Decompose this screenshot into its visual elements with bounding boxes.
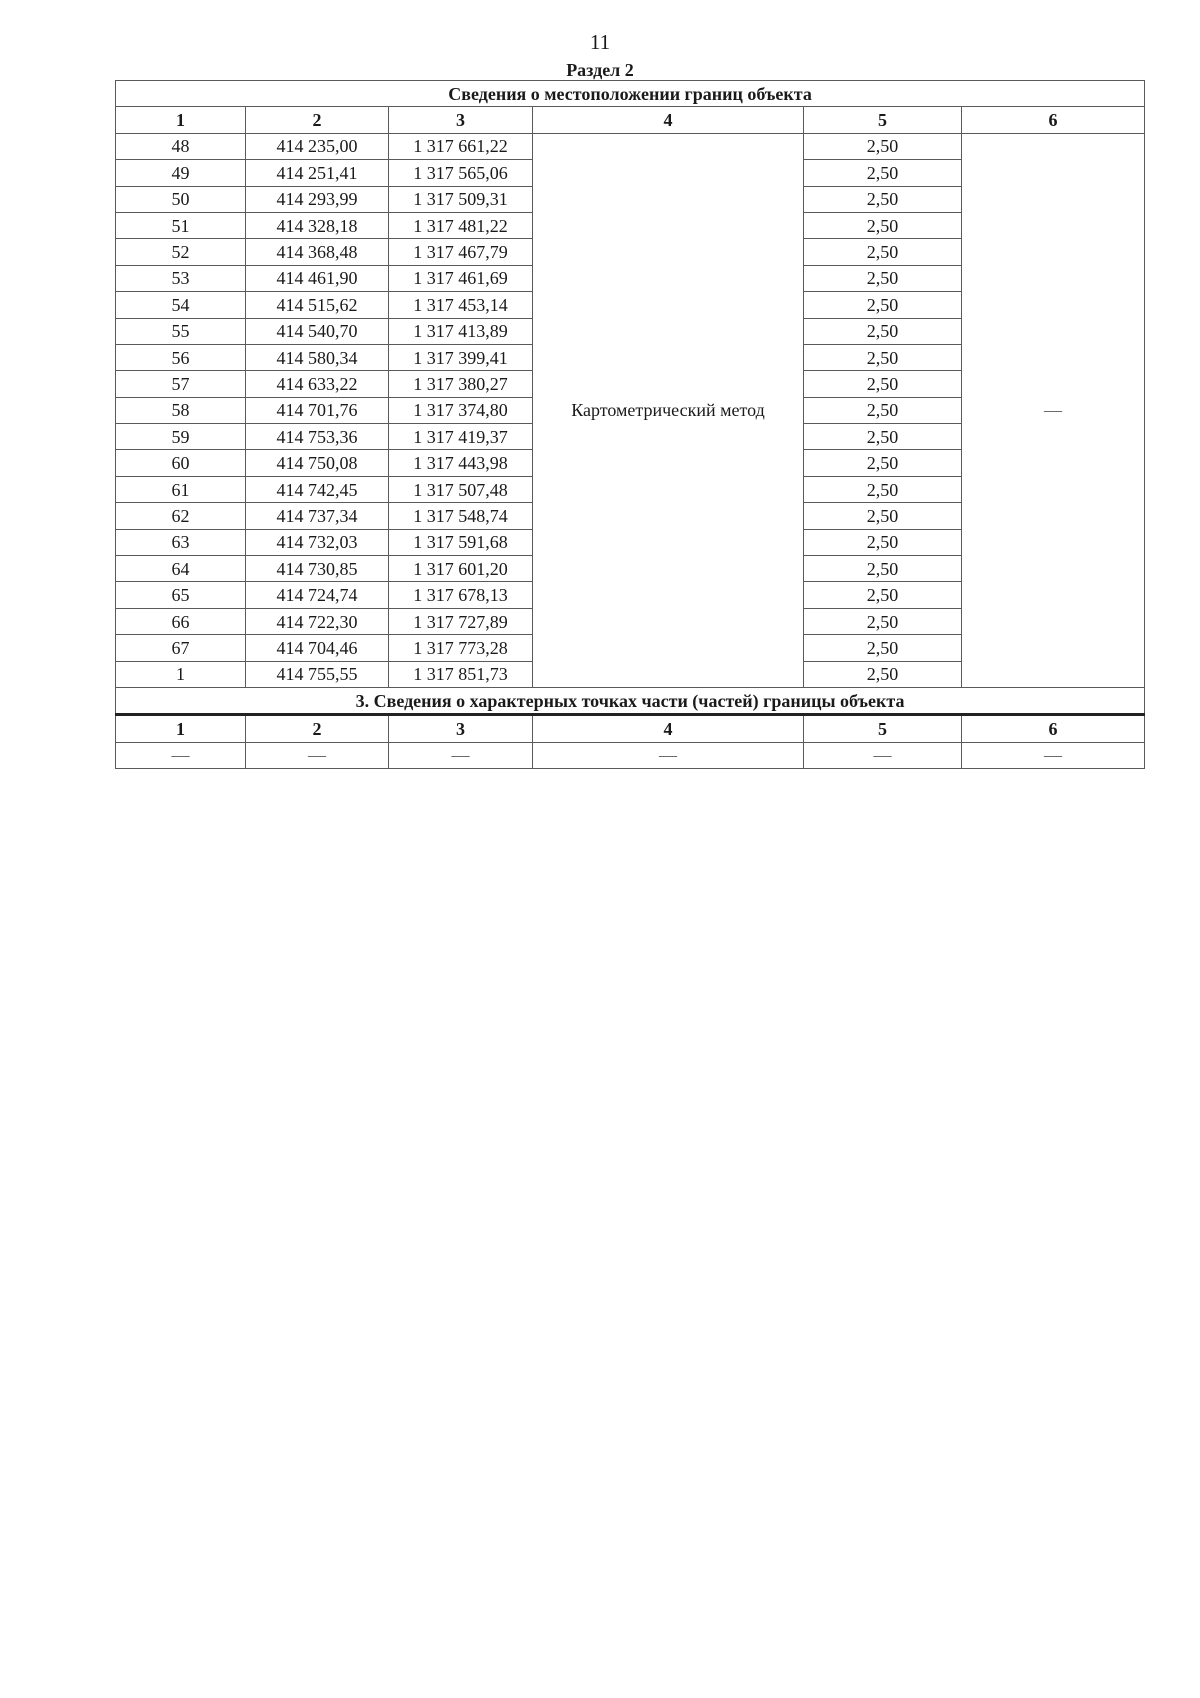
coord-y-cell: 1 317 601,20 (389, 556, 533, 582)
boundaries-title: Сведения о местоположении границ объекта (116, 81, 1145, 107)
coord-x-cell: 414 750,08 (246, 450, 389, 476)
point-number-cell: 65 (116, 582, 246, 608)
coord-x-cell: 414 755,55 (246, 661, 389, 687)
accuracy-cell: 2,50 (804, 397, 962, 423)
page-number: 11 (589, 30, 611, 54)
part-points-title: 3. Сведения о характерных точках части (частей) границы объекта (116, 687, 1145, 714)
coord-x-cell: 414 461,90 (246, 265, 389, 291)
table-cell: — (962, 742, 1145, 768)
section-label: Раздел 2 (566, 60, 634, 80)
coord-x-cell: 414 737,34 (246, 503, 389, 529)
method-cell: Картометрический метод (533, 133, 804, 687)
accuracy-cell: 2,50 (804, 371, 962, 397)
table-cell: — (116, 742, 246, 768)
point-number-cell: 55 (116, 318, 246, 344)
point-number-cell: 53 (116, 265, 246, 291)
table-cell: — (389, 742, 533, 768)
coord-y-cell: 1 317 374,80 (389, 397, 533, 423)
coord-x-cell: 414 293,99 (246, 186, 389, 212)
coord-x-cell: 414 701,76 (246, 397, 389, 423)
accuracy-cell: 2,50 (804, 292, 962, 318)
table-cell: — (246, 742, 389, 768)
part-points-title-row (116, 687, 1145, 714)
point-number-cell: 67 (116, 635, 246, 661)
boundaries-header-row (116, 107, 1145, 133)
accuracy-cell: 2,50 (804, 212, 962, 238)
column-header: 3 (389, 107, 533, 133)
point-number-cell: 1 (116, 661, 246, 687)
point-number-cell: 49 (116, 160, 246, 186)
coord-x-cell: 414 753,36 (246, 424, 389, 450)
coord-y-cell: 1 317 461,69 (389, 265, 533, 291)
table-row (116, 133, 1145, 159)
point-number-cell: 59 (116, 424, 246, 450)
accuracy-cell: 2,50 (804, 529, 962, 555)
point-number-cell: 61 (116, 476, 246, 502)
point-number-cell: 51 (116, 212, 246, 238)
accuracy-cell: 2,50 (804, 608, 962, 634)
point-number-cell: 56 (116, 344, 246, 370)
point-number-cell: 50 (116, 186, 246, 212)
coord-y-cell: 1 317 661,22 (389, 133, 533, 159)
coord-x-cell: 414 368,48 (246, 239, 389, 265)
coord-y-cell: 1 317 443,98 (389, 450, 533, 476)
coord-x-cell: 414 328,18 (246, 212, 389, 238)
coord-x-cell: 414 540,70 (246, 318, 389, 344)
column-header: 2 (246, 715, 389, 742)
column-header: 4 (533, 107, 804, 133)
coord-y-cell: 1 317 591,68 (389, 529, 533, 555)
accuracy-cell: 2,50 (804, 450, 962, 476)
accuracy-cell: 2,50 (804, 582, 962, 608)
coord-x-cell: 414 235,00 (246, 133, 389, 159)
table-cell: — (533, 742, 804, 768)
coord-x-cell: 414 732,03 (246, 529, 389, 555)
column-header: 5 (804, 715, 962, 742)
coord-y-cell: 1 317 453,14 (389, 292, 533, 318)
boundary-table (115, 80, 1145, 769)
column-header: 4 (533, 715, 804, 742)
coord-x-cell: 414 580,34 (246, 344, 389, 370)
accuracy-cell: 2,50 (804, 160, 962, 186)
accuracy-cell: 2,50 (804, 556, 962, 582)
boundaries-title-row (116, 81, 1145, 107)
accuracy-cell: 2,50 (804, 476, 962, 502)
column-header: 3 (389, 715, 533, 742)
coord-y-cell: 1 317 399,41 (389, 344, 533, 370)
part-points-row (116, 742, 1145, 768)
point-number-cell: 54 (116, 292, 246, 318)
coord-y-cell: 1 317 419,37 (389, 424, 533, 450)
coord-y-cell: 1 317 565,06 (389, 160, 533, 186)
coord-y-cell: 1 317 509,31 (389, 186, 533, 212)
coord-y-cell: 1 317 467,79 (389, 239, 533, 265)
accuracy-cell: 2,50 (804, 661, 962, 687)
accuracy-cell: 2,50 (804, 133, 962, 159)
coord-y-cell: 1 317 727,89 (389, 608, 533, 634)
coord-y-cell: 1 317 678,13 (389, 582, 533, 608)
accuracy-cell: 2,50 (804, 635, 962, 661)
accuracy-cell: 2,50 (804, 318, 962, 344)
coord-x-cell: 414 722,30 (246, 608, 389, 634)
column-header: 1 (116, 715, 246, 742)
column-header: 1 (116, 107, 246, 133)
coord-x-cell: 414 704,46 (246, 635, 389, 661)
column-header: 5 (804, 107, 962, 133)
coord-y-cell: 1 317 507,48 (389, 476, 533, 502)
point-number-cell: 62 (116, 503, 246, 529)
coord-x-cell: 414 515,62 (246, 292, 389, 318)
point-number-cell: 58 (116, 397, 246, 423)
point-number-cell: 64 (116, 556, 246, 582)
point-number-cell: 63 (116, 529, 246, 555)
coord-y-cell: 1 317 773,28 (389, 635, 533, 661)
point-number-cell: 52 (116, 239, 246, 265)
coord-y-cell: 1 317 548,74 (389, 503, 533, 529)
accuracy-cell: 2,50 (804, 344, 962, 370)
accuracy-cell: 2,50 (804, 503, 962, 529)
coord-x-cell: 414 251,41 (246, 160, 389, 186)
coord-x-cell: 414 730,85 (246, 556, 389, 582)
coord-y-cell: 1 317 851,73 (389, 661, 533, 687)
column-header: 2 (246, 107, 389, 133)
point-number-cell: 57 (116, 371, 246, 397)
column6-cell: — (962, 133, 1145, 687)
coord-y-cell: 1 317 380,27 (389, 371, 533, 397)
accuracy-cell: 2,50 (804, 265, 962, 291)
coord-x-cell: 414 633,22 (246, 371, 389, 397)
column-header: 6 (962, 107, 1145, 133)
table-cell: — (804, 742, 962, 768)
coord-y-cell: 1 317 413,89 (389, 318, 533, 344)
part-points-header-row (116, 715, 1145, 742)
point-number-cell: 66 (116, 608, 246, 634)
accuracy-cell: 2,50 (804, 424, 962, 450)
point-number-cell: 48 (116, 133, 246, 159)
accuracy-cell: 2,50 (804, 186, 962, 212)
column-header: 6 (962, 715, 1145, 742)
coord-y-cell: 1 317 481,22 (389, 212, 533, 238)
coord-x-cell: 414 724,74 (246, 582, 389, 608)
coord-x-cell: 414 742,45 (246, 476, 389, 502)
accuracy-cell: 2,50 (804, 239, 962, 265)
boundary-table-body (116, 81, 1145, 769)
point-number-cell: 60 (116, 450, 246, 476)
